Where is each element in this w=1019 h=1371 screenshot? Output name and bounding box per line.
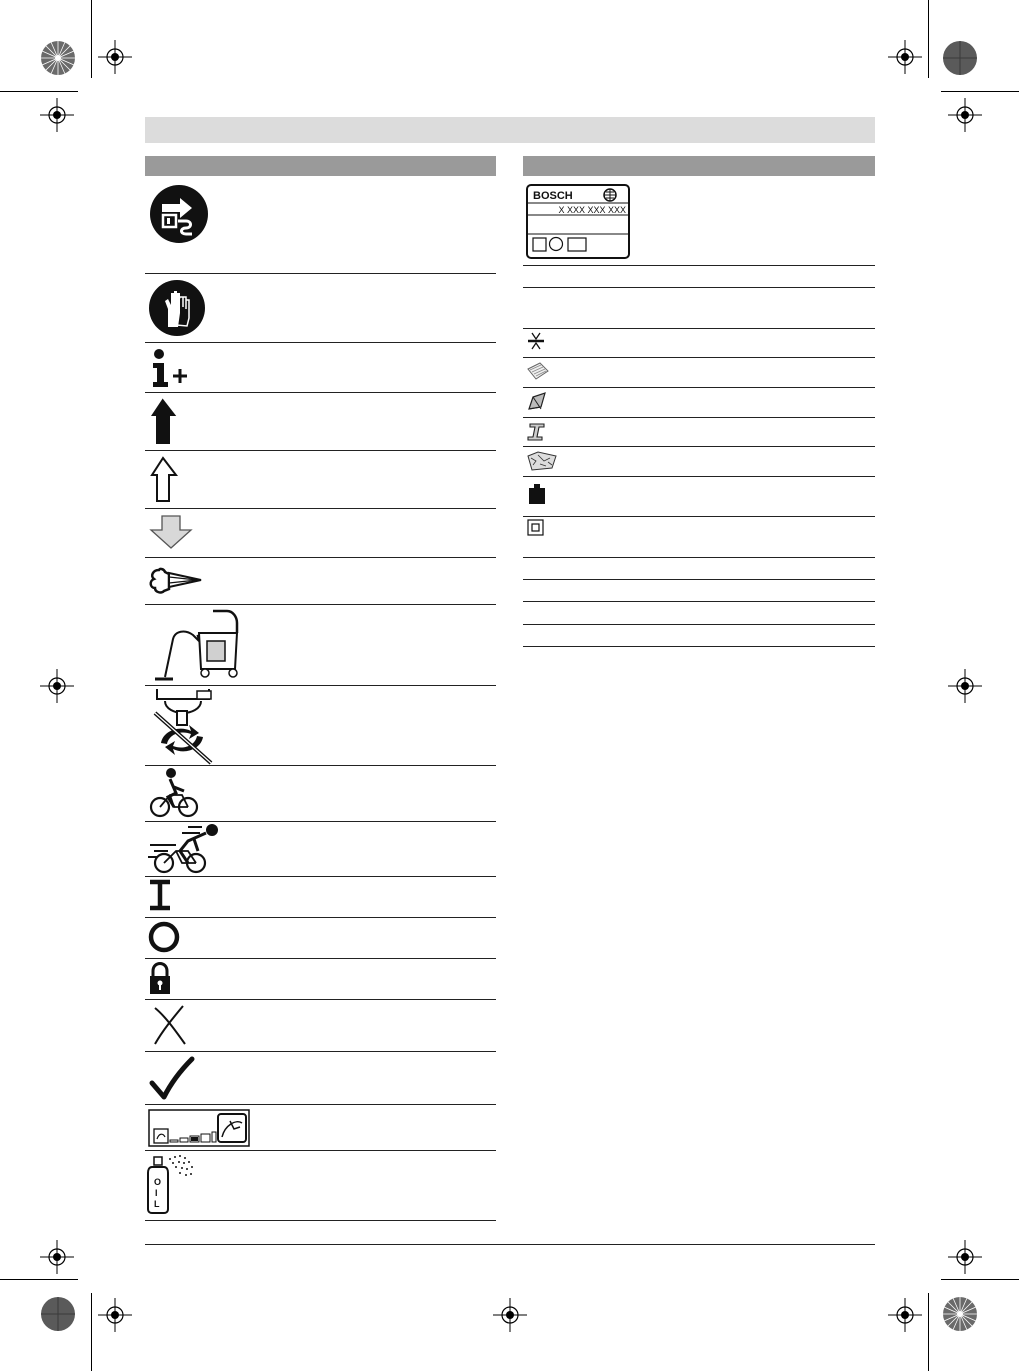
page-header-band <box>145 117 875 143</box>
steel-icon <box>526 420 550 442</box>
crop-line <box>941 1279 1019 1280</box>
crop-line <box>91 0 92 78</box>
symbol-row <box>523 516 875 558</box>
symbol-row <box>145 1104 496 1151</box>
crop-line <box>941 91 1019 92</box>
arrow-down-icon <box>149 512 197 552</box>
right-column-header <box>523 156 875 176</box>
plate-brand: BOSCH <box>533 190 573 202</box>
registration-mark-icon <box>948 669 982 703</box>
crop-line <box>91 1293 92 1371</box>
symbol-row <box>523 357 875 388</box>
oil-label-o: O <box>154 1177 162 1187</box>
starburst-mark-icon <box>942 40 978 76</box>
speed-dial-icon <box>148 1107 252 1147</box>
symbol-row <box>145 821 496 877</box>
oil-label-l: L <box>154 1199 160 1209</box>
symbol-row <box>145 273 496 343</box>
symbol-row <box>523 265 875 288</box>
left-column-header <box>145 156 496 176</box>
registration-mark-icon <box>98 40 132 74</box>
registration-mark-icon <box>888 1298 922 1332</box>
cutting-depth-icon <box>527 331 547 353</box>
symbol-row <box>145 450 496 509</box>
symbol-row <box>145 176 496 274</box>
protection-class-icon <box>527 519 547 539</box>
symbol-row <box>523 446 875 477</box>
footer-rule <box>145 1244 875 1245</box>
lock-icon <box>148 961 178 997</box>
stone-icon <box>526 450 558 472</box>
registration-mark-icon <box>493 1298 527 1332</box>
cyclist-fast-icon <box>148 823 220 875</box>
symbol-row <box>145 685 496 766</box>
plate-number: X XXX XXX XXX <box>558 205 626 215</box>
wood-icon <box>526 361 550 383</box>
crop-line <box>0 91 78 92</box>
symbol-row <box>145 1150 496 1221</box>
symbol-row <box>523 417 875 447</box>
crop-line <box>928 0 929 78</box>
power-off-icon <box>148 920 184 956</box>
dust-blow-icon <box>147 560 207 602</box>
symbol-row <box>523 176 875 266</box>
symbol-row <box>145 1051 496 1105</box>
registration-mark-icon <box>40 669 74 703</box>
symbol-row <box>145 342 496 393</box>
starburst-mark-icon <box>40 40 76 76</box>
symbol-row <box>145 392 496 451</box>
unplug-icon <box>148 183 210 245</box>
weight-icon <box>527 482 549 508</box>
arrow-up-outline-icon <box>149 454 185 506</box>
symbol-row <box>145 999 496 1052</box>
oil-spray-icon <box>148 1153 208 1217</box>
symbol-row <box>523 557 875 580</box>
gloves-icon <box>148 279 206 337</box>
cross-icon <box>149 1002 193 1048</box>
registration-mark-icon <box>40 1240 74 1274</box>
rating-plate-icon <box>526 183 636 261</box>
registration-mark-icon <box>888 40 922 74</box>
symbol-row <box>145 765 496 822</box>
registration-mark-icon <box>948 1240 982 1274</box>
oil-label-i: I <box>155 1188 158 1198</box>
symbol-row <box>145 604 496 686</box>
symbol-row <box>523 624 875 647</box>
info-plus-icon <box>149 346 193 390</box>
symbol-row <box>145 876 496 918</box>
symbol-row <box>523 601 875 625</box>
no-rotation-icon <box>147 687 219 763</box>
starburst-mark-icon <box>942 1296 978 1332</box>
arrow-up-filled-icon <box>149 396 185 448</box>
crop-line <box>928 1293 929 1371</box>
starburst-mark-icon <box>40 1296 76 1332</box>
symbol-row <box>523 579 875 602</box>
crop-line <box>0 1279 78 1280</box>
vacuum-cleaner-icon <box>147 607 247 683</box>
symbol-row <box>145 917 496 959</box>
power-on-icon <box>148 879 178 913</box>
registration-mark-icon <box>948 98 982 132</box>
symbol-row <box>523 387 875 418</box>
registration-mark-icon <box>98 1298 132 1332</box>
metal-icon <box>526 391 550 413</box>
symbol-row <box>145 557 496 605</box>
cyclist-icon <box>148 767 200 819</box>
symbol-row <box>523 476 875 517</box>
check-icon <box>148 1055 198 1101</box>
symbol-row <box>523 328 875 358</box>
symbol-row <box>145 508 496 558</box>
symbol-row <box>523 287 875 329</box>
registration-mark-icon <box>40 98 74 132</box>
symbol-row <box>145 958 496 1000</box>
